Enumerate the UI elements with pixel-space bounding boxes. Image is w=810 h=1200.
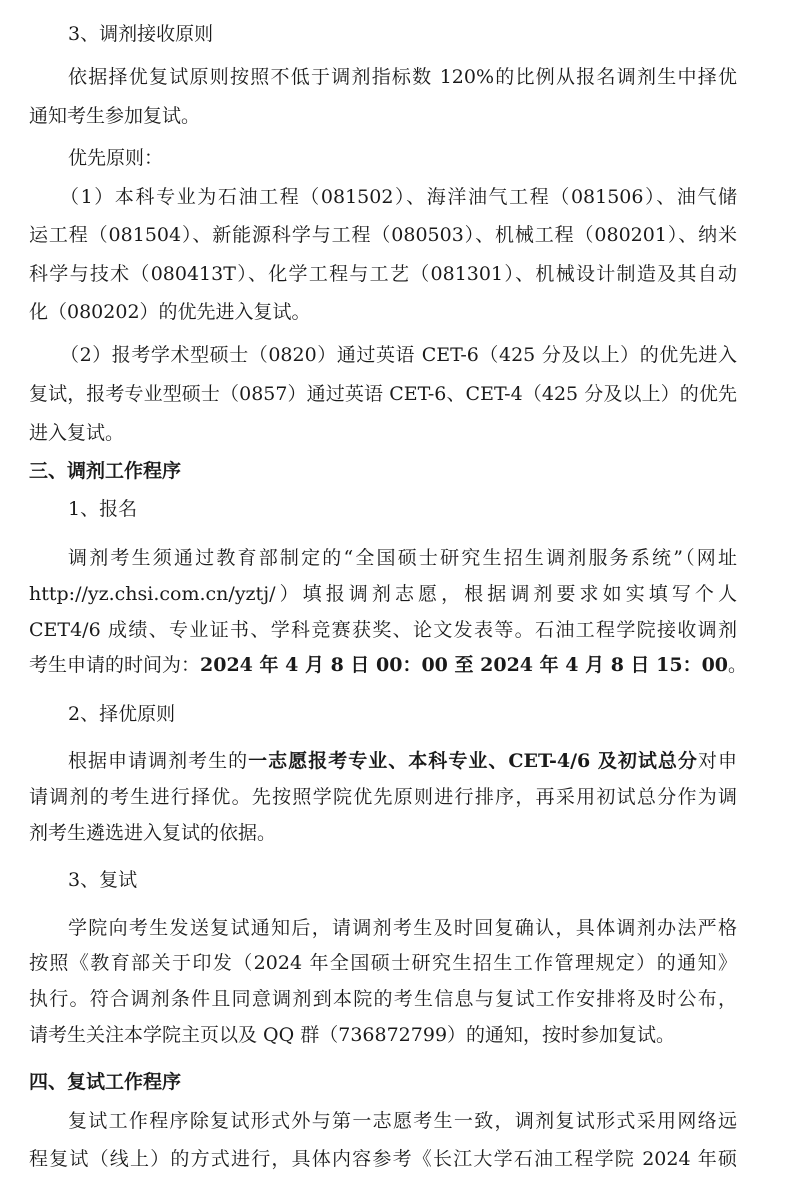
paragraph-line: http://yz.chsi.com.cn/yztj/）填报调剂志愿，根据调剂要求如实填写个人 [29, 583, 737, 605]
paragraph-line: 化（080202）的优先进入复试。 [29, 301, 311, 323]
paragraph-line: 通知考生参加复试。 [29, 105, 201, 127]
paragraph-line: 进入复试。 [29, 422, 125, 444]
paragraph-line [29, 652, 747, 678]
text-run: 。 [728, 654, 748, 676]
section-heading: 四、复试工作程序 [29, 1071, 182, 1093]
paragraph-line: 请调剂的考生进行择优。先按照学院优先原则进行排序，再采用初试总分作为调 [29, 786, 737, 808]
text-run: 考生申请的时间为： [29, 654, 201, 676]
priority-title: 优先原则： [68, 147, 164, 169]
text-run: 根据申请调剂考生的 [68, 750, 249, 772]
subsection-title: 3、复试 [68, 869, 138, 891]
paragraph-line: 科学与技术（080413T）、化学工程与工艺（081301）、机械设计制造及其自动 [29, 263, 737, 285]
paragraph-line: 依据择优复试原则按照不低于调剂指标数 120%的比例从报名调剂生中择优 [68, 66, 737, 88]
section-heading: 三、调剂工作程序 [29, 460, 182, 482]
paragraph-line: 程复试（线上）的方式进行，具体内容参考《长江大学石油工程学院 2024 年硕 [29, 1148, 737, 1170]
paragraph-line: 学院向考生发送复试通知后，请调剂考生及时回复确认，具体调剂办法严格 [68, 917, 737, 939]
paragraph-line: （1）本科专业为石油工程（081502）、海洋油气工程（081506）、油气储 [60, 186, 737, 208]
paragraph-line [68, 748, 737, 774]
paragraph-line: 按照《教育部关于印发（2024 年全国硕士研究生招生工作管理规定）的通知》 [29, 952, 737, 974]
paragraph-line: 运工程（081504）、新能源科学与工程（080503）、机械工程（080201）、纳米 [29, 224, 737, 246]
selection-criteria: 一志愿报考专业、本科专业、CET-4/6 及初试总分 [248, 750, 698, 772]
paragraph-line: 调剂考生须通过教育部制定的“全国硕士研究生招生调剂服务系统”（网址 [68, 547, 737, 569]
paragraph-line: 复试工作程序除复试形式外与第一志愿考生一致，调剂复试形式采用网络远 [68, 1110, 737, 1132]
paragraph-line: 复试，报考专业型硕士（0857）通过英语 CET-6、CET-4（425 分及以上）的优先 [29, 383, 737, 405]
text-run: 对申 [697, 750, 737, 772]
paragraph-line: 剂考生遴选进入复试的依据。 [29, 822, 277, 844]
paragraph-line: 执行。符合调剂条件且同意调剂到本院的考生信息与复试工作安排将及时公布， [29, 988, 737, 1010]
paragraph-line: （2）报考学术型硕士（0820）通过英语 CET-6（425 分及以上）的优先进入 [60, 344, 737, 366]
subsection-title: 1、报名 [68, 498, 138, 520]
paragraph-line: CET4/6 成绩、专业证书、学科竞赛获奖、论文发表等。石油工程学院接收调剂 [29, 619, 737, 641]
subsection-title: 2、择优原则 [68, 703, 176, 725]
paragraph-line: 请考生关注本学院主页以及 QQ 群（736872799）的通知，按时参加复试。 [29, 1024, 676, 1046]
subsection-title: 3、调剂接收原则 [68, 23, 214, 45]
application-time: 2024 年 4 月 8 日 00：00 至 2024 年 4 月 8 日 15：00 [200, 654, 729, 676]
